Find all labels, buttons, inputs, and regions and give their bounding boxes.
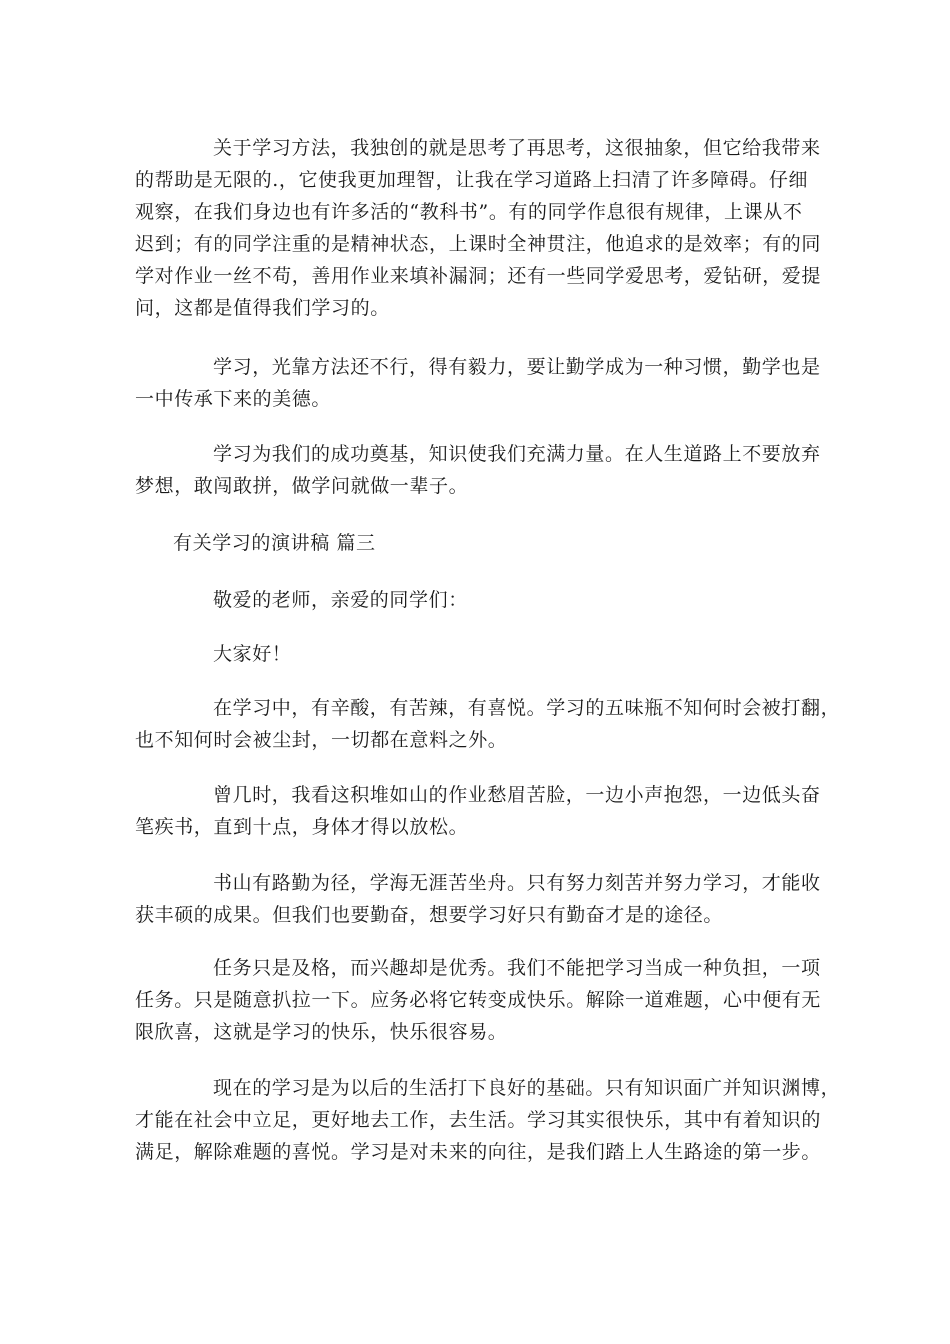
paragraph-line: 满足，解除难题的喜悦。学习是对未来的向往，是我们踏上人生路途的第一步。 <box>135 1141 822 1163</box>
paragraph-line: 学对作业一丝不苟，善用作业来填补漏洞；还有一些同学爱思考，爱钻研，爱提 <box>135 265 822 287</box>
paragraph-foundation <box>135 438 825 502</box>
paragraph-line: 关于学习方法，我独创的就是思考了再思考，这很抽象，但它给我带来 <box>213 137 821 159</box>
paragraph-line: 任务只是及格，而兴趣却是优秀。我们不能把学习当成一种负担，一项 <box>213 957 821 979</box>
paragraph-line: 曾几时，我看这积堆如山的作业愁眉苦脸，一边小声抱怨，一边低头奋 <box>213 784 821 806</box>
paragraph-interest <box>135 952 825 1048</box>
paragraph-line: 限欣喜，这就是学习的快乐，快乐很容易。 <box>135 1021 508 1043</box>
paragraph-line: 书山有路勤为径，学海无涯苦坐舟。只有努力刻苦并努力学习，才能收 <box>213 872 821 894</box>
paragraph-line: 敬爱的老师，亲爱的同学们： <box>213 589 468 611</box>
paragraph-line: 现在的学习是为以后的生活打下良好的基础。只有知识面广并知识渊博， <box>213 1077 841 1099</box>
paragraph-future <box>135 1072 841 1168</box>
paragraph-diligence <box>135 867 825 931</box>
paragraph-greeting <box>135 584 825 616</box>
paragraph-line: 也不知何时会被尘封，一切都在意料之外。 <box>135 729 508 751</box>
paragraph-line: 问，这都是值得我们学习的。 <box>135 297 390 319</box>
paragraph-learning-method <box>135 132 825 324</box>
paragraph-line: 梦想，敢闯敢拼，做学问就做一辈子。 <box>135 475 469 497</box>
section-heading <box>135 527 825 559</box>
paragraph-line: 迟到；有的同学注重的是精神状态，上课时全神贯注，他追求的是效率；有的同 <box>135 233 822 255</box>
paragraph-line: 学习为我们的成功奠基，知识使我们充满力量。在人生道路上不要放弃 <box>213 443 821 465</box>
paragraph-five-flavors <box>135 692 841 756</box>
paragraph-line: 一中传承下来的美德。 <box>135 388 332 410</box>
paragraph-line: 观察，在我们身边也有许多活的“教科书”。有的同学作息很有规律，上课从不 <box>135 201 803 223</box>
paragraph-homework <box>135 779 825 843</box>
paragraph-line: 在学习中，有辛酸，有苦辣，有喜悦。学习的五味瓶不知何时会被打翻， <box>213 697 841 719</box>
paragraph-line: 学习，光靠方法还不行，得有毅力，要让勤学成为一种习惯，勤学也是 <box>213 356 821 378</box>
paragraph-line: 的帮助是无限的.，它使我更加理智，让我在学习道路上扫清了许多障碍。仔细 <box>135 169 809 191</box>
paragraph-line: 大家好！ <box>213 643 292 665</box>
paragraph-hello <box>135 638 825 670</box>
paragraph-perseverance <box>135 351 825 415</box>
paragraph-line: 笔疾书，直到十点，身体才得以放松。 <box>135 816 469 838</box>
section-title: 有关学习的演讲稿 篇三 <box>173 532 376 554</box>
paragraph-line: 才能在社会中立足，更好地去工作，去生活。学习其实很快乐，其中有着知识的 <box>135 1109 822 1131</box>
paragraph-line: 任务。只是随意扒拉一下。应务必将它转变成快乐。解除一道难题，心中便有无 <box>135 989 822 1011</box>
paragraph-line: 获丰硕的成果。但我们也要勤奋，想要学习好只有勤奋才是的途径。 <box>135 904 724 926</box>
